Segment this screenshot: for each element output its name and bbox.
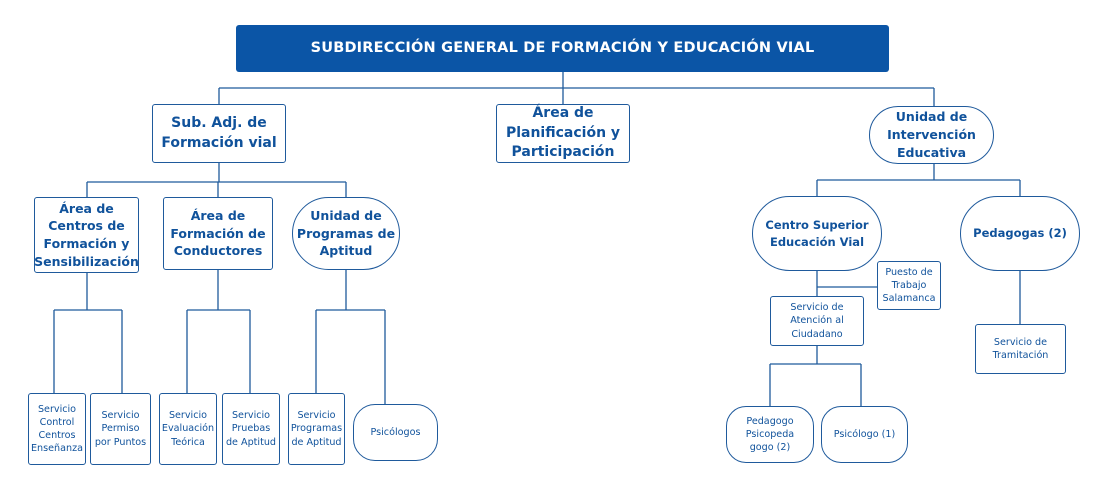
- servicio-atencion-ciudadano-box: [770, 296, 864, 346]
- servicio-permiso-puntos-label: Servicio Permiso por Puntos: [94, 410, 147, 448]
- centro-superior-label: Centro Superior Educación Vial: [765, 218, 869, 249]
- pedagogo-psicopedagogo-label: Pedagogo Psicopeda gogo (2): [745, 415, 795, 454]
- servicio-programas-aptitud-label: Servicio Programas de Aptitud: [290, 410, 343, 448]
- area-planificacion-box: [496, 104, 630, 163]
- pedagogo-psicopedagogo-box: [726, 406, 814, 463]
- connector: [817, 271, 877, 296]
- centro-superior-box: [752, 196, 882, 271]
- header-box: [236, 25, 889, 72]
- puesto-salamanca-label: Puesto de Trabajo Salamanca: [882, 266, 936, 305]
- unidad-intervencion-label: Unidad de Intervención Educativa: [887, 109, 976, 160]
- unidad-intervencion-box: [869, 106, 994, 164]
- area-conductores-label: Área de Formación de Conductores: [170, 207, 266, 259]
- servicio-permiso-puntos-box: [90, 393, 151, 465]
- puesto-salamanca-box: [877, 261, 941, 310]
- sub-adj-label: Sub. Adj. de Formación vial: [161, 114, 277, 151]
- psicologo-label: Psicólogo (1): [833, 428, 896, 440]
- connector: [316, 270, 385, 404]
- unidad-programas-box: [292, 197, 400, 270]
- connector: [817, 164, 1020, 196]
- servicio-atencion-ciudadano-label: Servicio de Atención al Ciudadano: [790, 302, 844, 340]
- servicio-tramitacion-label: Servicio de Tramitación: [992, 336, 1049, 361]
- connector: [219, 72, 934, 106]
- connector: [87, 163, 346, 197]
- area-conductores-box: [163, 197, 273, 270]
- connector: [770, 346, 861, 406]
- pedagogas-label: Pedagogas (2): [973, 226, 1067, 241]
- area-centros-box: [34, 197, 139, 273]
- connector: [187, 270, 250, 393]
- servicio-pruebas-aptitud-label: Servicio Pruebas de Aptitud: [225, 410, 277, 448]
- servicio-control-centros-label: Servicio Control Centros Enseñanza: [31, 403, 83, 455]
- sub-adj-formacion-vial-box: [152, 104, 286, 163]
- servicio-pruebas-aptitud-box: [222, 393, 280, 465]
- area-centros-label: Área de Centros de Formación y Sensibilización: [34, 200, 139, 269]
- servicio-control-centros-box: [28, 393, 86, 465]
- psicologo-box: [821, 406, 908, 463]
- pedagogas-box: [960, 196, 1080, 271]
- connector: [54, 273, 122, 393]
- psicologos-label: Psicólogos: [370, 426, 421, 438]
- servicio-evaluacion-teorica-label: Servicio Evaluación Teórica: [161, 410, 215, 448]
- area-planificacion-label: Área de Planificación y Participación: [505, 104, 621, 161]
- servicio-evaluacion-teorica-box: [159, 393, 217, 465]
- header-title: SUBDIRECCIÓN GENERAL DE FORMACIÓN Y EDUCACIÓN VIAL: [310, 40, 815, 57]
- servicio-tramitacion-box: [975, 324, 1066, 374]
- servicio-programas-aptitud-box: [288, 393, 345, 465]
- psicologos-box: [353, 404, 438, 461]
- unidad-programas-label: Unidad de Programas de Aptitud: [296, 207, 396, 259]
